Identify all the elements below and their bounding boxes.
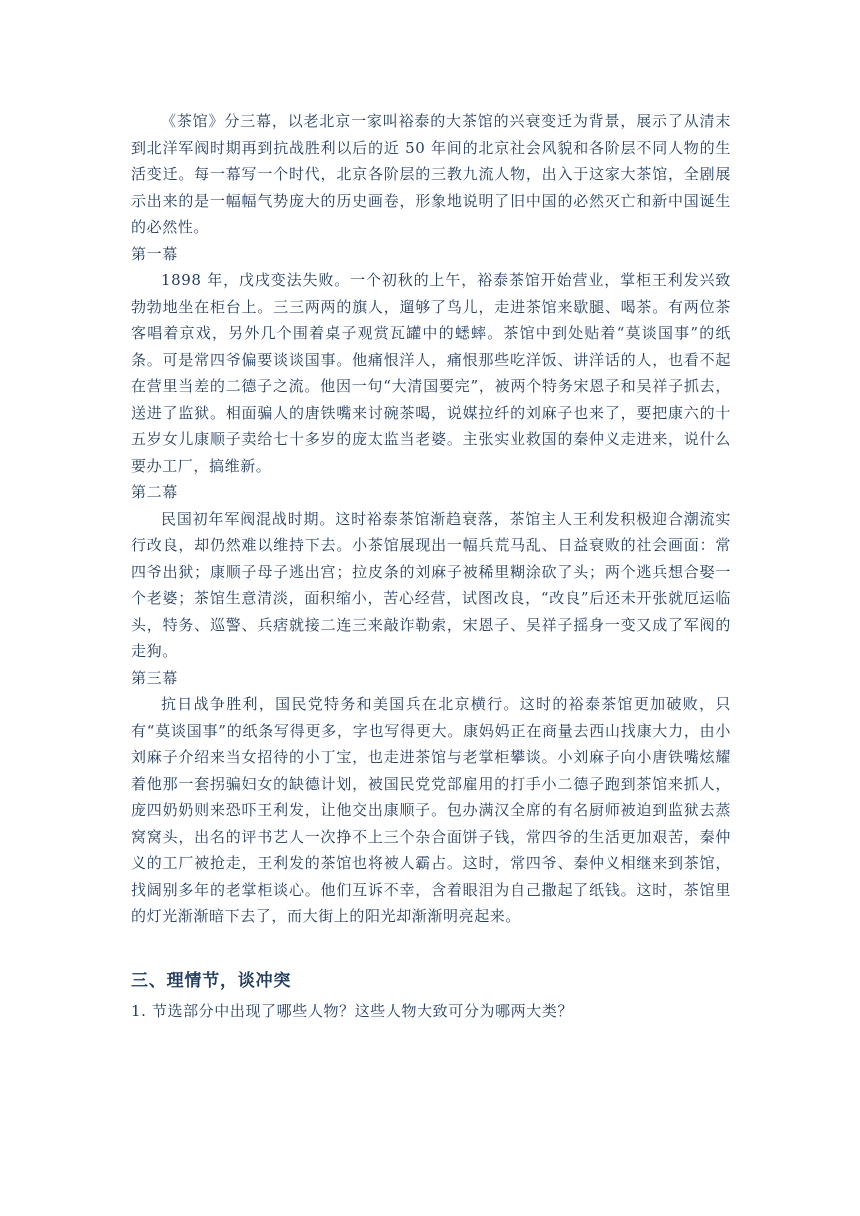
act-3-title: 第三幕 — [131, 668, 178, 687]
section-heading: 三、理情节，谈冲突 — [131, 970, 292, 991]
act-2-title: 第二幕 — [131, 483, 178, 501]
act-1-title: 第一幕 — [131, 244, 178, 263]
act-3-body: 抗日战争胜利，国民党特务和美国兵在北京横行。这时的裕泰茶馆更加破败，只有“莫谈国事”的纸条写得更多，字也写得更大。康妈妈正在商量去西山找康大力，由小刘麻子介绍来当女招待的小丁宝，也走进茶馆与老掌柜攀谈。小刘麻子向小唐铁嘴炫耀着他那一套拐骗妇女的缺德计划，被国民党党部雇用的打手小二德子跑到茶馆来抓人，庞四奶奶则来恐吓王利发，让他交出康顺子。包办满汉全席的有名厨师被迫到监狱去蒸窝窝头，出名的评书艺人一次挣不上三个杂合面饼子钱，常四爷的生活更加艰苦，秦仲义的工厂被抢走，王利发的茶馆也将被人霸占。这时，常四爷、秦仲义相继来到茶馆，找阔别多年的老掌柜谈心。他们互诉不幸，含着眼泪为自己撒起了纸钱。这时，茶馆里的灯光渐渐暗下去了，而大街上的阳光却渐渐明亮起来。 — [131, 695, 731, 925]
act-2-body: 民国初年军阀混战时期。这时裕泰茶馆渐趋衰落，茶馆主人王利发积极迎合潮流实行改良，却仍然难以维持下去。小茶馆展现出一幅兵荒马乱、日益衰败的社会画面：常四爷出狱；康顺子母子逃出宫；拉皮条的刘麻子被稀里糊涂砍了头；两个逃兵想合娶一个老婆；茶馆生意清淡，面积缩小，苦心经营，试图改良，“改良”后还未开张就厄运临头，特务、巡警、兵痞就接二连三来敲诈勒索，宋恩子、吴祥子摇身一变又成了军阀的走狗。 — [131, 509, 731, 660]
intro-paragraph: 《茶馆》分三幕，以老北京一家叫裕泰的大茶馆的兴衰变迁为背景，展示了从清末到北洋军阀时期再到抗战胜利以后的近 50 年间的北京社会风貌和各阶层不同人物的生活变迁。每一幕写一个时代，北京各阶层的三教九流人物，出入于这家大茶馆，全剧展示出来的是一幅幅气势庞大的历史画卷，形象地说明了旧中国的必然灭亡和新中国诞生的必然性。 — [131, 112, 731, 236]
act-1-body: 1898 年，戊戌变法失败。一个初秋的上午，裕泰茶馆开始营业，掌柜王利发兴致勃勃地坐在柜台上。三三两两的旗人，遛够了鸟儿，走进茶馆来歇腿、喝茶。有两位茶客唱着京戏，另外几个围着桌子观赏瓦罐中的蟋蟀。茶馆中到处贴着“莫谈国事”的纸条。可是常四爷偏要谈谈国事。他痛恨洋人，痛恨那些吃洋饭、讲洋话的人，也看不起在营里当差的二德子之流。他因一句“大清国要完”，被两个特务宋恩子和吴祥子抓去，送进了监狱。相面骗人的唐铁嘴来讨碗茶喝，说媒拉纤的刘麻子也来了，要把康六的十五岁女儿康顺子卖给七十多岁的庞太监当老婆。主张实业救国的秦仲义走进来，说什么要办工厂，搞维新。 — [131, 271, 731, 475]
question-1: 1. 节选部分中出现了哪些人物？这些人物大致可分为哪两大类？ — [131, 1001, 574, 1020]
document-page — [131, 108, 731, 1024]
